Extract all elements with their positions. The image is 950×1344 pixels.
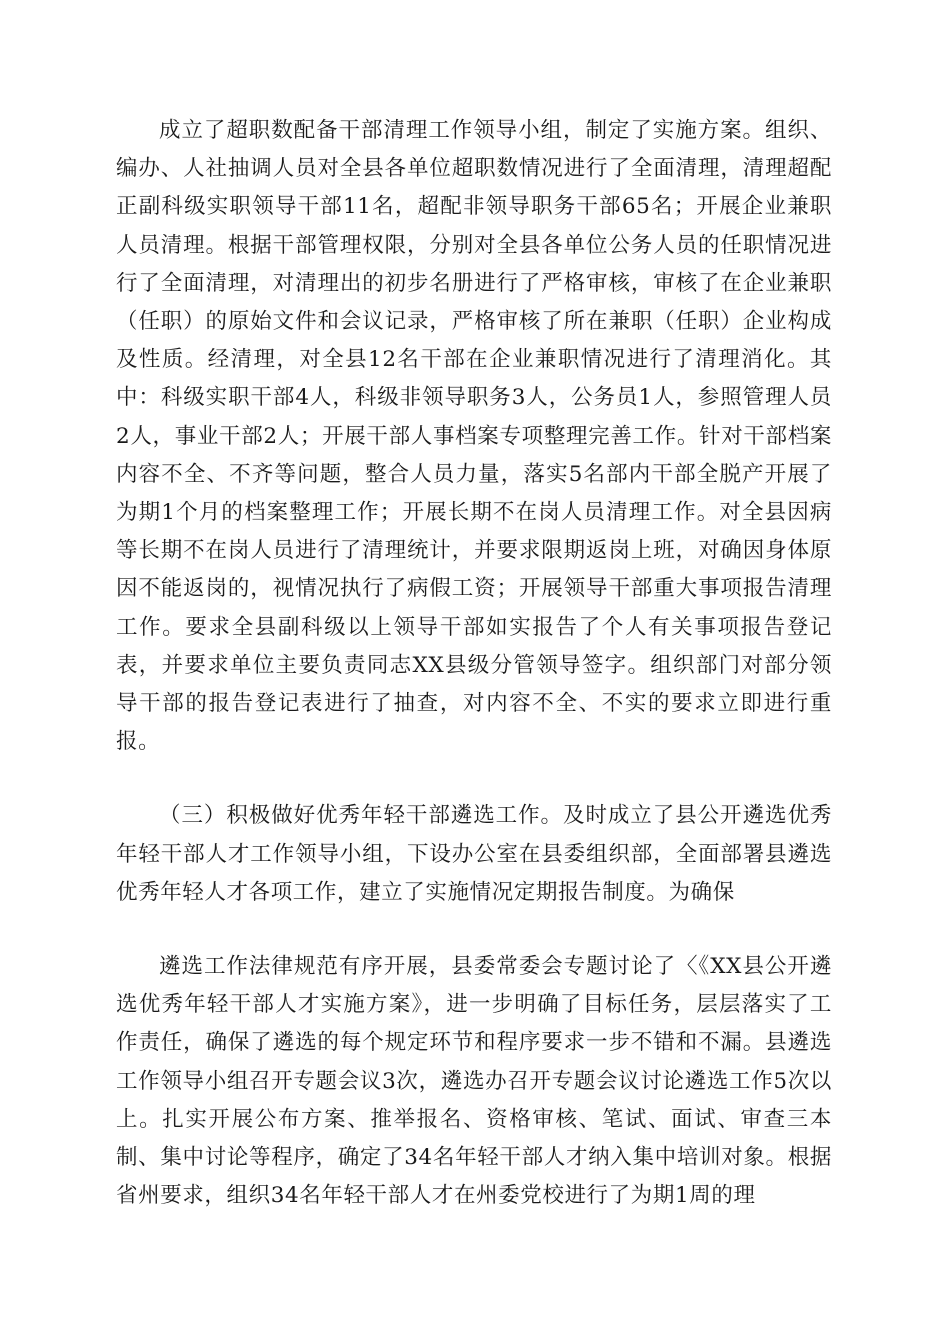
- paragraph-gap: [116, 912, 832, 948]
- paragraph-gap: [116, 761, 832, 797]
- paragraph-selection-process: 遴选工作法律规范有序开展，县委常委会专题讨论了〈《XX县公开遴选优秀年轻干部人才实施方案》，进一步明确了目标任务，层层落实了工作责任，确保了遴选的每个规定环节和程序要求一步不错和不漏。县遴选工作领导小组召开专题会议3次，遴选办召开专题会议讨论遴选工作5次以上。扎实开展公布方案、推举报名、资格审核、笔试、面试、审查三本制、集中讨论等程序，确定了34名年轻干部人才纳入集中培训对象。根据省州要求，组织34名年轻干部人才在州委党校进行了为期1周的理: [116, 954, 832, 1209]
- document-body: [116, 112, 832, 1215]
- paragraph-cleanup: 成立了超职数配备干部清理工作领导小组，制定了实施方案。组织、编办、人社抽调人员对全县各单位超职数情况进行了全面清理，清理超配正副科级实职领导干部11名，超配非领导职务干部65名；开展企业兼职人员清理。根据干部管理权限，分别对全县各单位公务人员的任职情况进行了全面清理，对清理出的初步名册进行了严格审核，审核了在企业兼职（任职）的原始文件和会议记录，严格审核了所在兼职（任职）企业构成及性质。经清理，对全县12名干部在企业兼职情况进行了清理消化。其中：科级实职干部4人，科级非领导职务3人，公务员1人，参照管理人员2人，事业干部2人；开展干部人事档案专项整理完善工作。针对干部档案内容不全、不齐等问题，整合人员力量，落实5名部内干部全脱产开展了为期1个月的档案整理工作；开展长期不在岗人员清理工作。对全县因病等长期不在岗人员进行了清理统计，并要求限期返岗上班，对确因身体原因不能返岗的，视情况执行了病假工资；开展领导干部重大事项报告清理工作。要求全县副科级以上领导干部如实报告了个人有关事项报告登记表，并要求单位主要负责同志XX县级分管领导签字。组织部门对部分领导干部的报告登记表进行了抽查，对内容不全、不实的要求立即进行重报。: [116, 118, 832, 755]
- paragraph-young-cadre-selection: （三）积极做好优秀年轻干部遴选工作。及时成立了县公开遴选优秀年轻干部人才工作领导小组，下设办公室在县委组织部，全面部署县遴选优秀年轻人才各项工作，建立了实施情况定期报告制度。为确保: [116, 803, 832, 905]
